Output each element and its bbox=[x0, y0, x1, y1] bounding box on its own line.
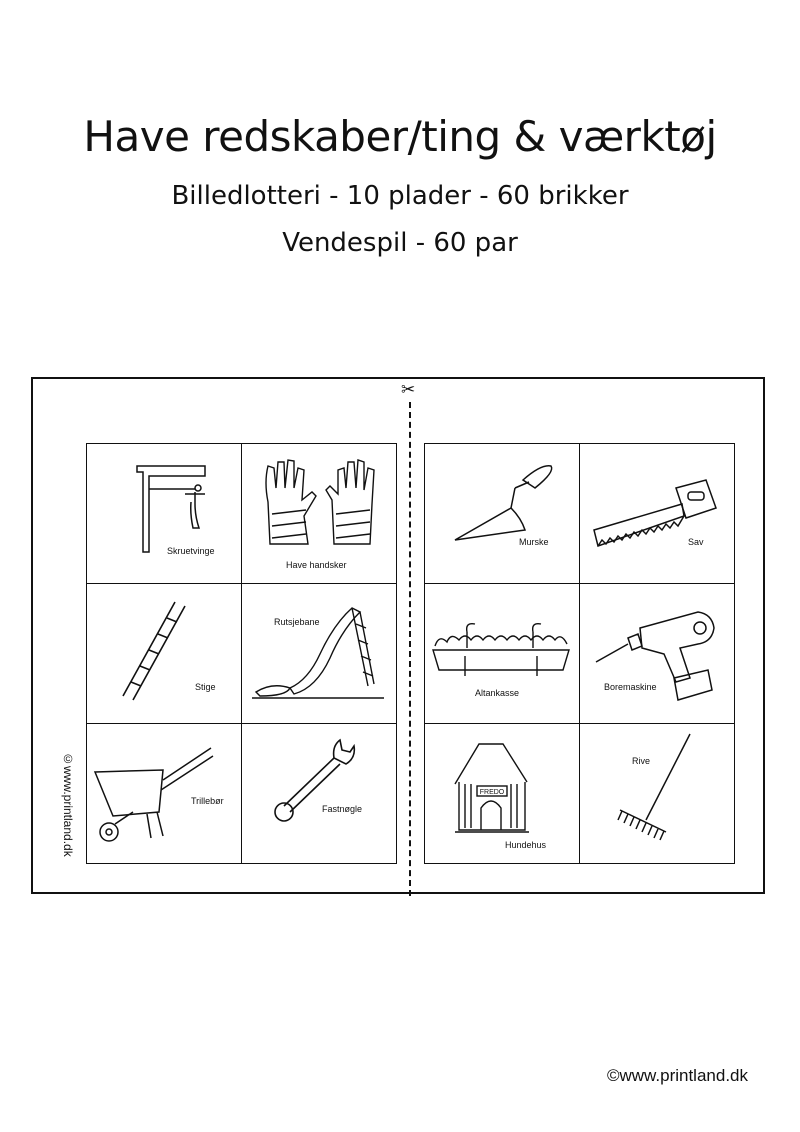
scissors-icon: ✂ bbox=[401, 380, 416, 399]
vertical-copyright: ©www.printland.dk bbox=[61, 752, 75, 857]
card-stige bbox=[87, 584, 242, 724]
card-label: Rutsjebane bbox=[274, 617, 320, 627]
card-boremaskine bbox=[580, 584, 735, 724]
card-label: Stige bbox=[195, 682, 216, 692]
left-board bbox=[86, 443, 397, 864]
saw-icon bbox=[580, 444, 735, 584]
rake-icon bbox=[580, 724, 735, 864]
card-label: Skruetvinge bbox=[167, 546, 215, 556]
doghouse-sign: FREDO bbox=[479, 789, 505, 796]
subtitle-memory: Vendespil - 60 par bbox=[282, 228, 518, 258]
card-murske bbox=[425, 444, 580, 584]
page-title: Have redskaber/ting & værktøj bbox=[83, 112, 717, 161]
wheelbarrow-icon bbox=[87, 724, 242, 864]
card-label: Hundehus bbox=[505, 840, 547, 850]
doghouse-icon bbox=[425, 724, 580, 864]
card-skruetvinge bbox=[87, 444, 242, 584]
drill-icon bbox=[580, 584, 735, 724]
card-label: Altankasse bbox=[475, 688, 520, 698]
card-hundehus bbox=[425, 724, 580, 864]
trowel-icon bbox=[425, 444, 580, 584]
subtitle-lottery: Billedlotteri - 10 plader - 60 brikker bbox=[171, 181, 629, 211]
card-label: Rive bbox=[632, 756, 651, 766]
ladder-icon bbox=[87, 584, 242, 724]
card-have-handsker bbox=[242, 444, 397, 584]
card-sav bbox=[580, 444, 735, 584]
card-label: Fastnøgle bbox=[322, 804, 363, 814]
clamp-icon bbox=[87, 444, 242, 584]
card-altankasse bbox=[425, 584, 580, 724]
footer-copyright: ©www.printland.dk bbox=[606, 1066, 748, 1085]
card-label: Sav bbox=[688, 537, 704, 547]
cut-line bbox=[409, 402, 411, 896]
slide-icon bbox=[242, 584, 397, 724]
planter-box-icon bbox=[425, 584, 580, 724]
card-trillebor bbox=[87, 724, 242, 864]
card-label: Boremaskine bbox=[604, 682, 657, 692]
card-rive bbox=[580, 724, 735, 864]
card-fastnogle bbox=[242, 724, 397, 864]
card-label: Trillebør bbox=[191, 796, 224, 806]
card-rutsjebane bbox=[242, 584, 397, 724]
card-label: Have handsker bbox=[286, 560, 347, 570]
right-board bbox=[424, 443, 735, 864]
card-label: Murske bbox=[519, 537, 549, 547]
wrench-icon bbox=[242, 724, 397, 864]
